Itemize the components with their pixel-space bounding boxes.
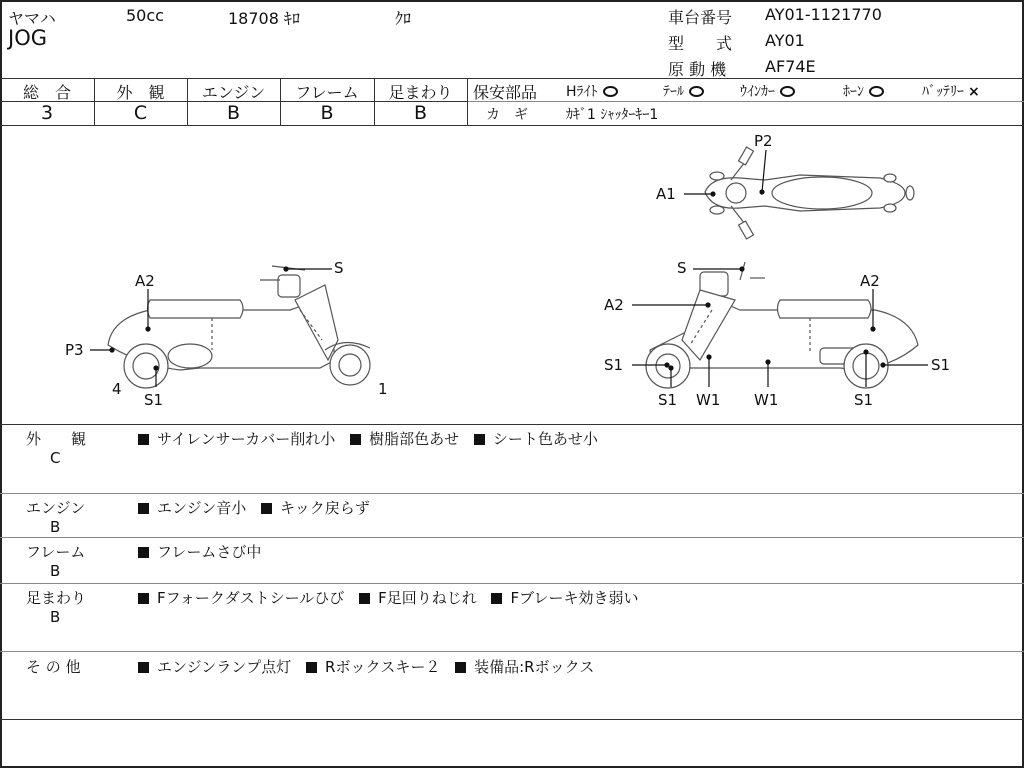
note-grade-frame: B xyxy=(50,562,61,580)
label-s: S xyxy=(677,259,687,277)
bullet-icon xyxy=(138,593,149,604)
label-p3: P3 xyxy=(65,341,84,359)
taillight-check: ﾃｰﾙ xyxy=(663,81,704,101)
engine-label: 原 動 機 xyxy=(668,60,727,79)
note-items-other xyxy=(138,656,604,677)
winker-check: ｳｲﾝｶｰ xyxy=(740,81,795,101)
type-value: AY01 xyxy=(765,31,805,50)
horn-check: ﾎｰﾝ xyxy=(843,81,884,101)
label-s: S xyxy=(334,259,344,277)
label-a2: A2 xyxy=(604,296,624,314)
exterior-label: 外 観 xyxy=(116,83,165,102)
note-grade-engine: B xyxy=(50,518,61,536)
note-label-engine: エンジン xyxy=(26,499,86,517)
ok-mark-icon xyxy=(603,86,618,97)
bullet-icon xyxy=(306,662,317,673)
note-item: 装備品:Rボックス xyxy=(474,658,595,676)
label-s1: S1 xyxy=(604,356,624,374)
label-1: 1 xyxy=(378,380,388,398)
note-item: サイレンサーカバー削れ小 xyxy=(157,430,336,448)
engine-grade: B xyxy=(226,102,241,124)
overall-label: 総 合 xyxy=(22,83,71,102)
note-label-other: そ の 他 xyxy=(26,658,81,676)
displacement: 50cc xyxy=(126,6,164,25)
note-item: Rボックスキー２ xyxy=(325,658,441,676)
note-label-suspension: 足まわり xyxy=(26,589,87,607)
label-w1: W1 xyxy=(696,391,721,409)
suspension-grade-label: 足まわり xyxy=(388,83,453,102)
label-s1: S1 xyxy=(658,391,678,409)
ok-mark-icon xyxy=(689,86,704,97)
note-item: Fブレーキ効き弱い xyxy=(510,589,639,607)
note-item: エンジンランプ点灯 xyxy=(157,658,292,676)
bullet-icon xyxy=(359,593,370,604)
scooter-top-view xyxy=(705,147,914,239)
note-items-engine xyxy=(138,497,380,518)
note-item: キック戻らず xyxy=(280,499,370,517)
scooter-diagram xyxy=(0,126,1024,424)
mileage: 18708 ｷﾛ xyxy=(228,9,300,28)
label-s1: S1 xyxy=(931,356,951,374)
key-value: ｶｷﾞ1 ｼｬｯﾀｰｷｰ1 xyxy=(566,107,659,123)
note-item: Fフォークダストシールひび xyxy=(157,589,345,607)
bullet-icon xyxy=(138,503,149,514)
type-label: 型 式 xyxy=(668,34,733,53)
suspension-grade: B xyxy=(413,102,428,124)
frame-grade-label: フレーム xyxy=(295,83,359,102)
note-label-exterior: 外 観 xyxy=(26,430,87,448)
bullet-icon xyxy=(138,434,149,445)
label-p2: P2 xyxy=(754,132,773,150)
battery-check: ﾊﾞｯﾃﾘｰ × xyxy=(922,84,980,100)
safety-title: 保安部品 xyxy=(473,83,538,102)
label-a1: A1 xyxy=(656,185,676,203)
overall-grade: 3 xyxy=(40,102,54,124)
engine-value: AF74E xyxy=(765,57,816,76)
label-a2: A2 xyxy=(135,272,155,290)
model-name: JOG xyxy=(8,26,47,50)
frame-no-label: 車台番号 xyxy=(668,8,733,27)
note-item: 樹脂部色あせ xyxy=(369,430,460,448)
note-items-suspension xyxy=(138,587,649,608)
bullet-icon xyxy=(455,662,466,673)
note-item: エンジン音小 xyxy=(157,499,247,517)
frame-grade: B xyxy=(320,102,334,124)
maker: ヤマハ xyxy=(8,9,56,28)
headlight-check: Hﾗｲﾄ xyxy=(566,81,618,101)
label-s1: S1 xyxy=(854,391,874,409)
label-4: 4 xyxy=(112,380,122,398)
engine-grade-label: エンジン xyxy=(201,83,266,102)
ng-mark-icon: × xyxy=(968,84,980,100)
label-w1: W1 xyxy=(754,391,779,409)
frame-no: AY01-1121770 xyxy=(765,5,882,24)
bullet-icon xyxy=(491,593,502,604)
label-a2: A2 xyxy=(860,272,880,290)
note-items-frame xyxy=(138,541,271,562)
bullet-icon xyxy=(138,547,149,558)
note-label-frame: フレーム xyxy=(26,543,86,561)
note-grade-exterior: C xyxy=(50,449,61,467)
key-label: カ ギ xyxy=(486,107,528,123)
bullet-icon xyxy=(138,662,149,673)
bullet-icon xyxy=(474,434,485,445)
exterior-grade: C xyxy=(133,102,148,124)
note-item: フレームさび中 xyxy=(157,543,262,561)
bullet-icon xyxy=(350,434,361,445)
label-s1: S1 xyxy=(144,391,164,409)
bullet-icon xyxy=(261,503,272,514)
note-grade-suspension: B xyxy=(50,608,61,626)
note-item: F足回りねじれ xyxy=(378,589,477,607)
ok-mark-icon xyxy=(780,86,795,97)
note-item: シート色あせ小 xyxy=(492,430,598,448)
note-items-exterior xyxy=(138,428,608,449)
color: ｸﾛ xyxy=(395,9,412,28)
ok-mark-icon xyxy=(869,86,884,97)
